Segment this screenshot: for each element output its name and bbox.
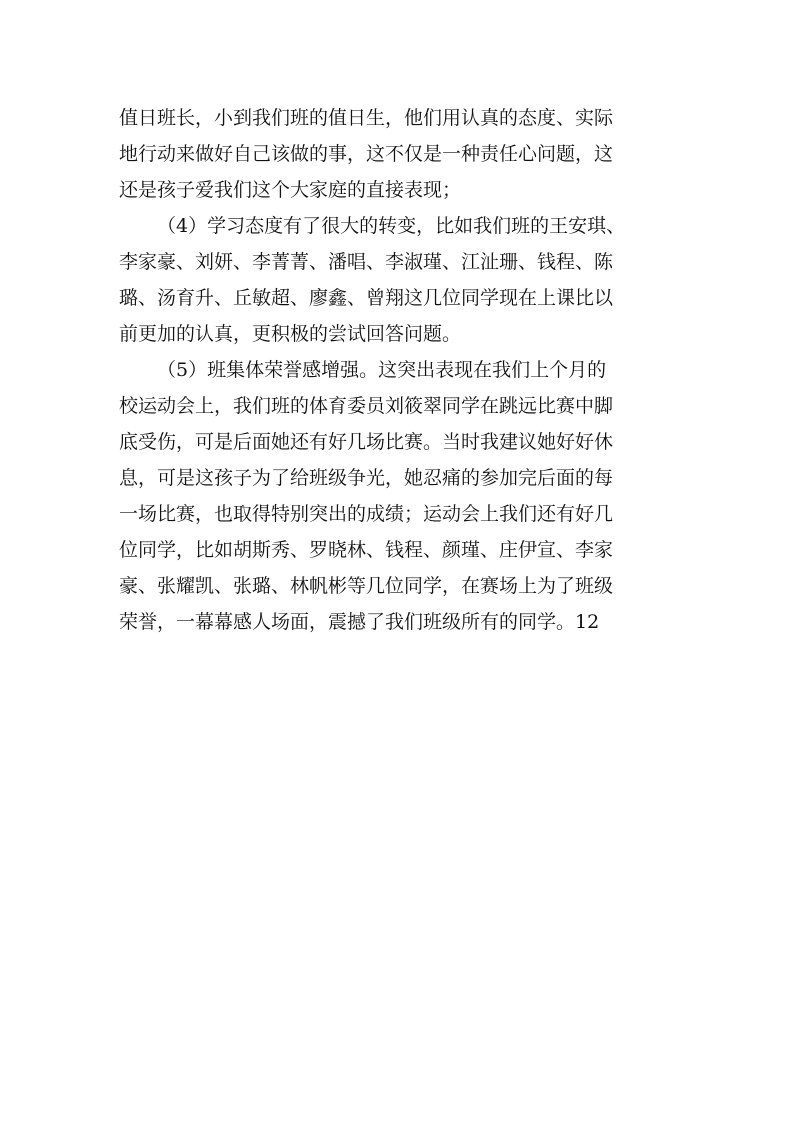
- text-line: 还是孩子爱我们这个大家庭的直接表现；: [119, 179, 462, 201]
- text-line: 豪、张耀凯、张璐、林帆彬等几位同学，在赛场上为了班级: [119, 575, 614, 597]
- text-line: 前更加的认真，更积极的尝试回答问题。: [119, 323, 462, 345]
- text-line: 位同学，比如胡斯秀、罗晓林、钱程、颜瑾、庄伊宣、李家: [119, 539, 614, 561]
- body-text: [119, 100, 679, 640]
- text-line: 息，可是这孩子为了给班级争光，她忍痛的参加完后面的每: [119, 467, 614, 489]
- text-line: 地行动来做好自己该做的事，这不仅是一种责任心问题，这: [119, 143, 614, 165]
- text-line: 底受伤，可是后面她还有好几场比赛。当时我建议她好好休: [119, 431, 614, 453]
- text-line: 李家豪、刘妍、李菁菁、潘唱、李淑瑾、江沚珊、钱程、陈: [119, 251, 614, 273]
- paragraph-4-start: （4）学习态度有了很大的转变，比如我们班的王安琪、: [157, 215, 626, 237]
- text-line: 璐、汤育升、丘敏超、廖鑫、曾翔这几位同学现在上课比以: [119, 287, 614, 309]
- paragraph-5-start: （5）班集体荣誉感增强。这突出表现在我们上个月的: [157, 359, 607, 381]
- text-line: 值日班长，小到我们班的值日生，他们用认真的态度、实际: [119, 107, 614, 129]
- text-line: 荣誉，一幕幕感人场面，震撼了我们班级所有的同学。12: [119, 611, 600, 633]
- text-line: 校运动会上，我们班的体育委员刘筱翠同学在跳远比赛中脚: [119, 395, 614, 417]
- text-line: 一场比赛，也取得特别突出的成绩；运动会上我们还有好几: [119, 503, 614, 525]
